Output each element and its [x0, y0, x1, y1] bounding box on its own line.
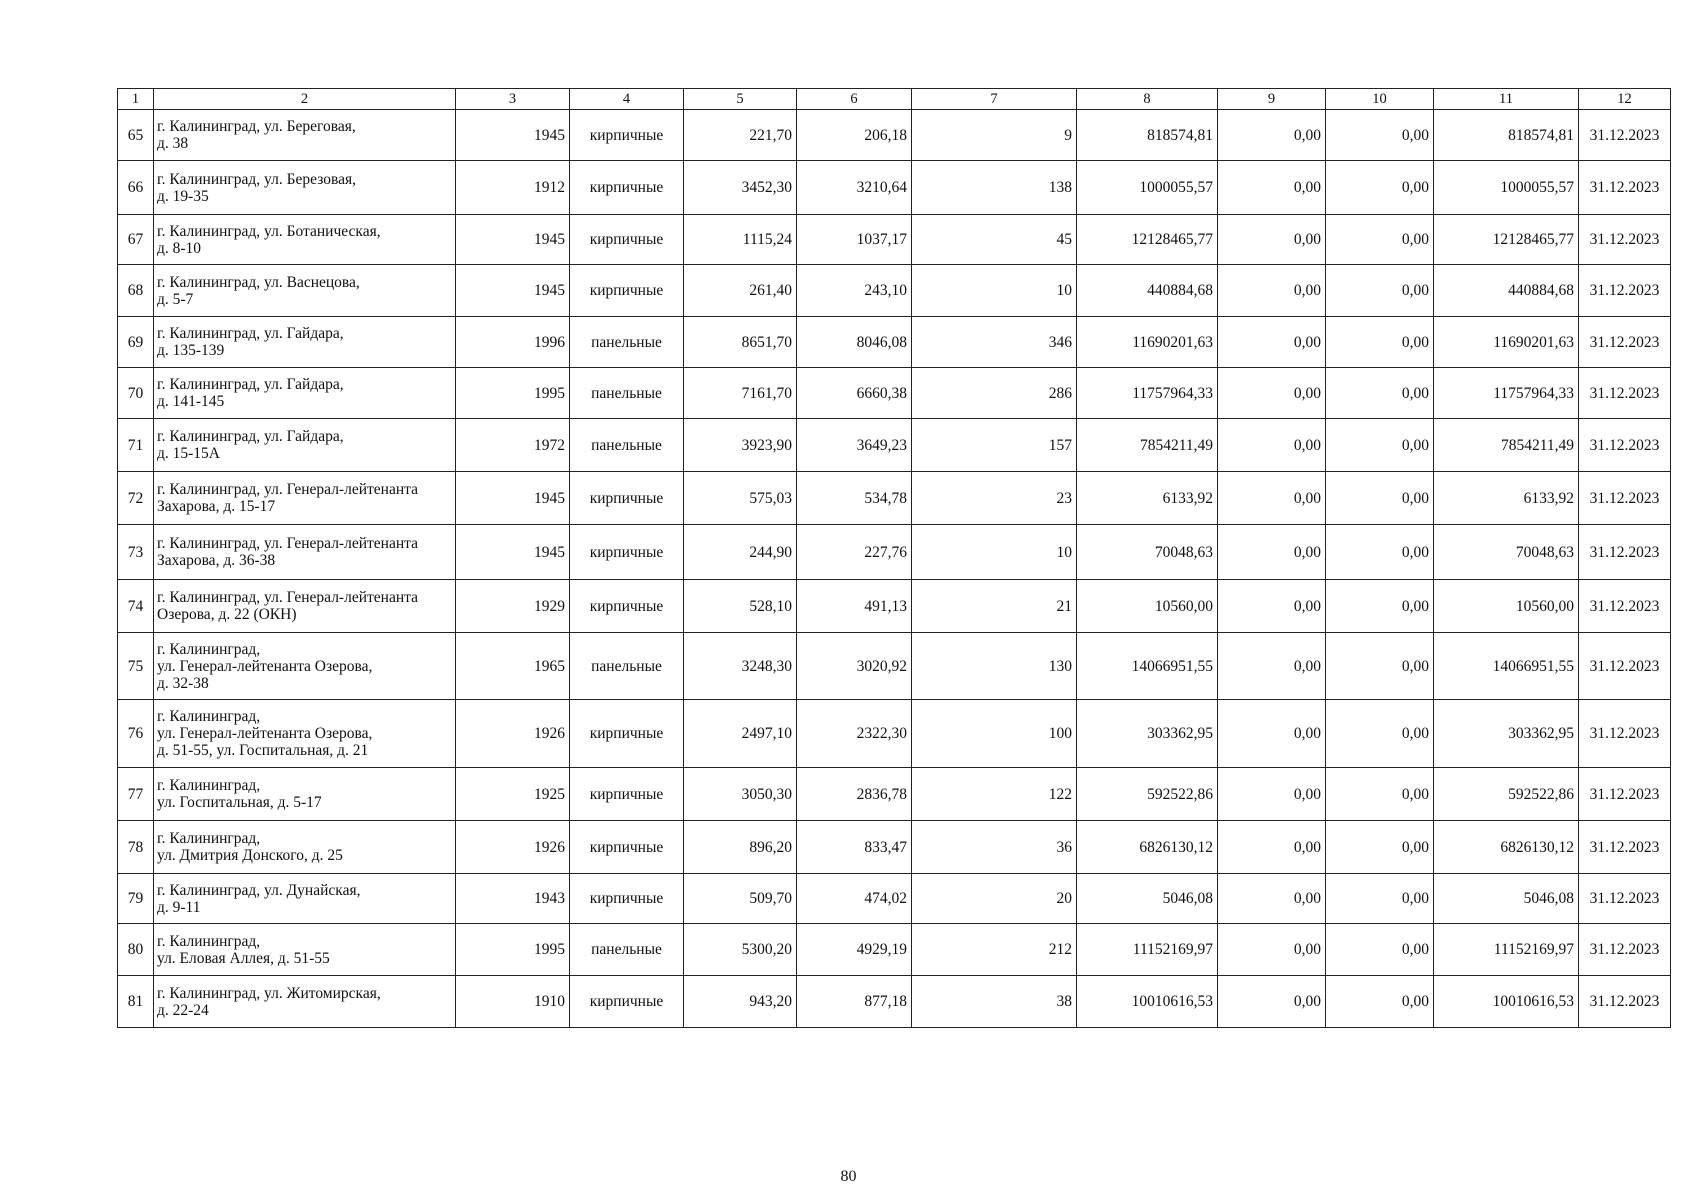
wall-material-cell: панельные	[570, 419, 684, 472]
table-row	[118, 768, 1671, 821]
column-number: 7	[912, 89, 1077, 110]
column-number: 6	[797, 89, 912, 110]
row-number-cell: 66	[118, 161, 154, 215]
page-number: 80	[840, 1168, 857, 1185]
address-line: г. Калининград,	[157, 777, 261, 794]
area-living-cell: 3020,92	[797, 633, 912, 700]
fund-cell: 0,00	[1218, 419, 1326, 472]
address-cell	[154, 525, 456, 580]
owner-funds-cell: 11690201,63	[1434, 317, 1579, 368]
budget-cell: 0,00	[1326, 368, 1434, 419]
year-cell: 1912	[456, 161, 570, 215]
address-cell	[154, 700, 456, 768]
area-total-cell: 1115,24	[684, 215, 797, 265]
address-line: ул. Генерал-лейтенанта Озерова,	[157, 725, 373, 742]
budget-cell: 0,00	[1326, 110, 1434, 161]
row-number-cell: 73	[118, 525, 154, 580]
address-line: г. Калининград, ул. Березовая,	[157, 170, 356, 188]
address-line: ул. Госпитальная, д. 5-17	[157, 794, 322, 811]
address-line: д. 8-10	[157, 239, 202, 257]
fund-cell: 0,00	[1218, 700, 1326, 768]
address-line: д. 19-35	[157, 187, 209, 205]
register-table	[117, 88, 1671, 1028]
owner-funds-cell: 6133,92	[1434, 472, 1579, 525]
cost-total-cell: 818574,81	[1077, 110, 1218, 161]
area-living-cell: 206,18	[797, 110, 912, 161]
area-total-cell: 8651,70	[684, 317, 797, 368]
area-total-cell: 7161,70	[684, 368, 797, 419]
row-number-cell: 70	[118, 368, 154, 419]
residents-cell: 21	[912, 580, 1077, 633]
address-cell	[154, 265, 456, 317]
budget-cell: 0,00	[1326, 700, 1434, 768]
area-total-cell: 5300,20	[684, 924, 797, 976]
owner-funds-cell: 818574,81	[1434, 110, 1579, 161]
residents-cell: 20	[912, 874, 1077, 924]
fund-cell: 0,00	[1218, 580, 1326, 633]
deadline-cell: 31.12.2023	[1579, 215, 1671, 265]
year-cell: 1945	[456, 110, 570, 161]
address-line: д. 38	[157, 135, 189, 152]
column-number-row	[118, 89, 1671, 110]
area-total-cell: 528,10	[684, 580, 797, 633]
cost-total-cell: 7854211,49	[1077, 419, 1218, 472]
wall-material-cell: кирпичные	[570, 976, 684, 1028]
cost-total-cell: 11757964,33	[1077, 368, 1218, 419]
address-line: ул. Дмитрия Донского, д. 25	[157, 847, 343, 864]
wall-material-cell: кирпичные	[570, 768, 684, 821]
row-number-cell: 74	[118, 580, 154, 633]
deadline-cell: 31.12.2023	[1579, 821, 1671, 874]
area-living-cell: 227,76	[797, 525, 912, 580]
cost-total-cell: 70048,63	[1077, 525, 1218, 580]
column-number: 5	[684, 89, 797, 110]
owner-funds-cell: 12128465,77	[1434, 215, 1579, 265]
column-number: 10	[1326, 89, 1434, 110]
owner-funds-cell: 11757964,33	[1434, 368, 1579, 419]
fund-cell: 0,00	[1218, 976, 1326, 1028]
year-cell: 1929	[456, 580, 570, 633]
address-line: г. Калининград,	[157, 708, 261, 725]
address-line: Захарова, д. 36-38	[157, 552, 276, 569]
cost-total-cell: 592522,86	[1077, 768, 1218, 821]
table-header	[118, 89, 1671, 110]
address-cell	[154, 874, 456, 924]
table-row	[118, 110, 1671, 161]
cost-total-cell: 12128465,77	[1077, 215, 1218, 265]
table-row	[118, 215, 1671, 265]
area-total-cell: 575,03	[684, 472, 797, 525]
deadline-cell: 31.12.2023	[1579, 924, 1671, 976]
table-row	[118, 874, 1671, 924]
address-line: г. Калининград, ул. Житомирская,	[157, 984, 381, 1002]
residents-cell: 286	[912, 368, 1077, 419]
residents-cell: 157	[912, 419, 1077, 472]
residents-cell: 10	[912, 265, 1077, 317]
row-number-cell: 75	[118, 633, 154, 700]
owner-funds-cell: 10010616,53	[1434, 976, 1579, 1028]
cost-total-cell: 6826130,12	[1077, 821, 1218, 874]
area-total-cell: 2497,10	[684, 700, 797, 768]
residents-cell: 36	[912, 821, 1077, 874]
row-number-cell: 71	[118, 419, 154, 472]
area-living-cell: 243,10	[797, 265, 912, 317]
wall-material-cell: кирпичные	[570, 161, 684, 215]
deadline-cell: 31.12.2023	[1579, 161, 1671, 215]
deadline-cell: 31.12.2023	[1579, 419, 1671, 472]
area-total-cell: 244,90	[684, 525, 797, 580]
area-living-cell: 877,18	[797, 976, 912, 1028]
deadline-cell: 31.12.2023	[1579, 633, 1671, 700]
deadline-cell: 31.12.2023	[1579, 368, 1671, 419]
address-line: Захарова, д. 15-17	[157, 498, 276, 515]
budget-cell: 0,00	[1326, 924, 1434, 976]
budget-cell: 0,00	[1326, 976, 1434, 1028]
owner-funds-cell: 14066951,55	[1434, 633, 1579, 700]
column-number: 12	[1579, 89, 1671, 110]
row-number-cell: 69	[118, 317, 154, 368]
fund-cell: 0,00	[1218, 924, 1326, 976]
address-line: г. Калининград, ул. Гайдара,	[157, 428, 344, 445]
area-living-cell: 1037,17	[797, 215, 912, 265]
area-living-cell: 833,47	[797, 821, 912, 874]
address-cell	[154, 215, 456, 265]
owner-funds-cell: 70048,63	[1434, 525, 1579, 580]
area-living-cell: 3649,23	[797, 419, 912, 472]
fund-cell: 0,00	[1218, 821, 1326, 874]
wall-material-cell: кирпичные	[570, 700, 684, 768]
address-line: г. Калининград, ул. Гайдара,	[157, 325, 344, 342]
year-cell: 1995	[456, 368, 570, 419]
residents-cell: 212	[912, 924, 1077, 976]
address-cell	[154, 110, 456, 161]
address-line: д. 51-55, ул. Госпитальная, д. 21	[157, 742, 369, 759]
address-cell	[154, 768, 456, 821]
fund-cell: 0,00	[1218, 368, 1326, 419]
deadline-cell: 31.12.2023	[1579, 580, 1671, 633]
budget-cell: 0,00	[1326, 472, 1434, 525]
cost-total-cell: 1000055,57	[1077, 161, 1218, 215]
row-number-cell: 67	[118, 215, 154, 265]
address-cell	[154, 419, 456, 472]
column-number: 4	[570, 89, 684, 110]
address-line: г. Калининград, ул. Генерал-лейтенанта	[157, 589, 418, 606]
address-cell	[154, 976, 456, 1028]
wall-material-cell: кирпичные	[570, 874, 684, 924]
table-row	[118, 821, 1671, 874]
fund-cell: 0,00	[1218, 633, 1326, 700]
deadline-cell: 31.12.2023	[1579, 472, 1671, 525]
wall-material-cell: панельные	[570, 317, 684, 368]
budget-cell: 0,00	[1326, 419, 1434, 472]
deadline-cell: 31.12.2023	[1579, 874, 1671, 924]
wall-material-cell: кирпичные	[570, 472, 684, 525]
row-number-cell: 68	[118, 265, 154, 317]
area-living-cell: 8046,08	[797, 317, 912, 368]
address-cell	[154, 368, 456, 419]
row-number-cell: 80	[118, 924, 154, 976]
wall-material-cell: панельные	[570, 368, 684, 419]
deadline-cell: 31.12.2023	[1579, 525, 1671, 580]
area-total-cell: 3923,90	[684, 419, 797, 472]
residents-cell: 10	[912, 525, 1077, 580]
residents-cell: 38	[912, 976, 1077, 1028]
area-total-cell: 261,40	[684, 265, 797, 317]
area-living-cell: 2836,78	[797, 768, 912, 821]
fund-cell: 0,00	[1218, 874, 1326, 924]
address-line: д. 15-15А	[157, 445, 220, 462]
fund-cell: 0,00	[1218, 317, 1326, 368]
table-row	[118, 419, 1671, 472]
year-cell: 1996	[456, 317, 570, 368]
residents-cell: 346	[912, 317, 1077, 368]
owner-funds-cell: 1000055,57	[1434, 161, 1579, 215]
address-line: Озерова, д. 22 (ОКН)	[157, 606, 297, 623]
residents-cell: 9	[912, 110, 1077, 161]
row-number-cell: 78	[118, 821, 154, 874]
area-total-cell: 943,20	[684, 976, 797, 1028]
budget-cell: 0,00	[1326, 215, 1434, 265]
budget-cell: 0,00	[1326, 874, 1434, 924]
owner-funds-cell: 303362,95	[1434, 700, 1579, 768]
table-row	[118, 633, 1671, 700]
address-line: г. Калининград, ул. Ботаническая,	[157, 222, 381, 240]
fund-cell: 0,00	[1218, 110, 1326, 161]
cost-total-cell: 6133,92	[1077, 472, 1218, 525]
address-line: д. 22-24	[157, 1001, 209, 1019]
wall-material-cell: панельные	[570, 924, 684, 976]
table-row	[118, 924, 1671, 976]
area-living-cell: 474,02	[797, 874, 912, 924]
residents-cell: 138	[912, 161, 1077, 215]
budget-cell: 0,00	[1326, 580, 1434, 633]
wall-material-cell: кирпичные	[570, 110, 684, 161]
deadline-cell: 31.12.2023	[1579, 265, 1671, 317]
budget-cell: 0,00	[1326, 633, 1434, 700]
address-line: д. 5-7	[157, 290, 194, 308]
owner-funds-cell: 6826130,12	[1434, 821, 1579, 874]
area-living-cell: 2322,30	[797, 700, 912, 768]
year-cell: 1925	[456, 768, 570, 821]
row-number-cell: 81	[118, 976, 154, 1028]
table-body	[118, 110, 1671, 1028]
budget-cell: 0,00	[1326, 821, 1434, 874]
address-line: г. Калининград, ул. Генерал-лейтенанта	[157, 481, 418, 498]
table-row	[118, 161, 1671, 215]
residents-cell: 130	[912, 633, 1077, 700]
address-line: г. Калининград,	[157, 640, 261, 658]
wall-material-cell: кирпичные	[570, 821, 684, 874]
address-cell	[154, 472, 456, 525]
column-number: 9	[1218, 89, 1326, 110]
owner-funds-cell: 11152169,97	[1434, 924, 1579, 976]
year-cell: 1965	[456, 633, 570, 700]
residents-cell: 45	[912, 215, 1077, 265]
row-number-cell: 72	[118, 472, 154, 525]
year-cell: 1943	[456, 874, 570, 924]
owner-funds-cell: 7854211,49	[1434, 419, 1579, 472]
year-cell: 1945	[456, 265, 570, 317]
area-total-cell: 221,70	[684, 110, 797, 161]
address-line: г. Калининград, ул. Береговая,	[157, 118, 356, 135]
fund-cell: 0,00	[1218, 265, 1326, 317]
column-number: 11	[1434, 89, 1579, 110]
owner-funds-cell: 592522,86	[1434, 768, 1579, 821]
column-number: 3	[456, 89, 570, 110]
cost-total-cell: 14066951,55	[1077, 633, 1218, 700]
column-number: 8	[1077, 89, 1218, 110]
area-total-cell: 509,70	[684, 874, 797, 924]
row-number-cell: 65	[118, 110, 154, 161]
budget-cell: 0,00	[1326, 161, 1434, 215]
address-line: г. Калининград,	[157, 932, 261, 950]
wall-material-cell: кирпичные	[570, 525, 684, 580]
row-number-cell: 76	[118, 700, 154, 768]
wall-material-cell: панельные	[570, 633, 684, 700]
area-living-cell: 491,13	[797, 580, 912, 633]
table-row	[118, 472, 1671, 525]
address-line: ул. Еловая Аллея, д. 51-55	[157, 949, 330, 967]
wall-material-cell: кирпичные	[570, 265, 684, 317]
cost-total-cell: 303362,95	[1077, 700, 1218, 768]
address-line: д. 32-38	[157, 674, 209, 692]
area-total-cell: 896,20	[684, 821, 797, 874]
year-cell: 1995	[456, 924, 570, 976]
address-cell	[154, 633, 456, 700]
year-cell: 1945	[456, 472, 570, 525]
fund-cell: 0,00	[1218, 215, 1326, 265]
wall-material-cell: кирпичные	[570, 215, 684, 265]
address-line: г. Калининград, ул. Гайдара,	[157, 376, 344, 393]
deadline-cell: 31.12.2023	[1579, 110, 1671, 161]
budget-cell: 0,00	[1326, 317, 1434, 368]
table-row	[118, 368, 1671, 419]
budget-cell: 0,00	[1326, 265, 1434, 317]
year-cell: 1910	[456, 976, 570, 1028]
address-cell	[154, 580, 456, 633]
area-total-cell: 3248,30	[684, 633, 797, 700]
address-line: д. 135-139	[157, 342, 225, 359]
table-row	[118, 976, 1671, 1028]
address-line: г. Калининград,	[157, 830, 261, 847]
table-row	[118, 317, 1671, 368]
year-cell: 1926	[456, 821, 570, 874]
table-row	[118, 525, 1671, 580]
area-total-cell: 3050,30	[684, 768, 797, 821]
area-living-cell: 6660,38	[797, 368, 912, 419]
cost-total-cell: 10010616,53	[1077, 976, 1218, 1028]
wall-material-cell: кирпичные	[570, 580, 684, 633]
cost-total-cell: 11152169,97	[1077, 924, 1218, 976]
residents-cell: 23	[912, 472, 1077, 525]
deadline-cell: 31.12.2023	[1579, 700, 1671, 768]
column-number: 1	[118, 89, 154, 110]
address-line: ул. Генерал-лейтенанта Озерова,	[157, 657, 373, 675]
residents-cell: 100	[912, 700, 1077, 768]
owner-funds-cell: 440884,68	[1434, 265, 1579, 317]
deadline-cell: 31.12.2023	[1579, 768, 1671, 821]
row-number-cell: 79	[118, 874, 154, 924]
table-row	[118, 265, 1671, 317]
fund-cell: 0,00	[1218, 472, 1326, 525]
deadline-cell: 31.12.2023	[1579, 317, 1671, 368]
table-row	[118, 700, 1671, 768]
address-cell	[154, 924, 456, 976]
fund-cell: 0,00	[1218, 161, 1326, 215]
area-living-cell: 534,78	[797, 472, 912, 525]
owner-funds-cell: 5046,08	[1434, 874, 1579, 924]
address-line: г. Калининград, ул. Генерал-лейтенанта	[157, 535, 418, 552]
residents-cell: 122	[912, 768, 1077, 821]
budget-cell: 0,00	[1326, 768, 1434, 821]
year-cell: 1926	[456, 700, 570, 768]
area-living-cell: 4929,19	[797, 924, 912, 976]
address-line: д. 141-145	[157, 393, 225, 410]
address-line: г. Калининград, ул. Дунайская,	[157, 881, 361, 899]
owner-funds-cell: 10560,00	[1434, 580, 1579, 633]
fund-cell: 0,00	[1218, 768, 1326, 821]
deadline-cell: 31.12.2023	[1579, 976, 1671, 1028]
year-cell: 1945	[456, 525, 570, 580]
area-living-cell: 3210,64	[797, 161, 912, 215]
area-total-cell: 3452,30	[684, 161, 797, 215]
row-number-cell: 77	[118, 768, 154, 821]
address-cell	[154, 317, 456, 368]
cost-total-cell: 10560,00	[1077, 580, 1218, 633]
year-cell: 1972	[456, 419, 570, 472]
budget-cell: 0,00	[1326, 525, 1434, 580]
column-number: 2	[154, 89, 456, 110]
address-cell	[154, 821, 456, 874]
address-line: г. Калининград, ул. Васнецова,	[157, 273, 360, 291]
address-line: д. 9-11	[157, 898, 201, 916]
table-row	[118, 580, 1671, 633]
cost-total-cell: 11690201,63	[1077, 317, 1218, 368]
fund-cell: 0,00	[1218, 525, 1326, 580]
cost-total-cell: 440884,68	[1077, 265, 1218, 317]
year-cell: 1945	[456, 215, 570, 265]
address-cell	[154, 161, 456, 215]
cost-total-cell: 5046,08	[1077, 874, 1218, 924]
